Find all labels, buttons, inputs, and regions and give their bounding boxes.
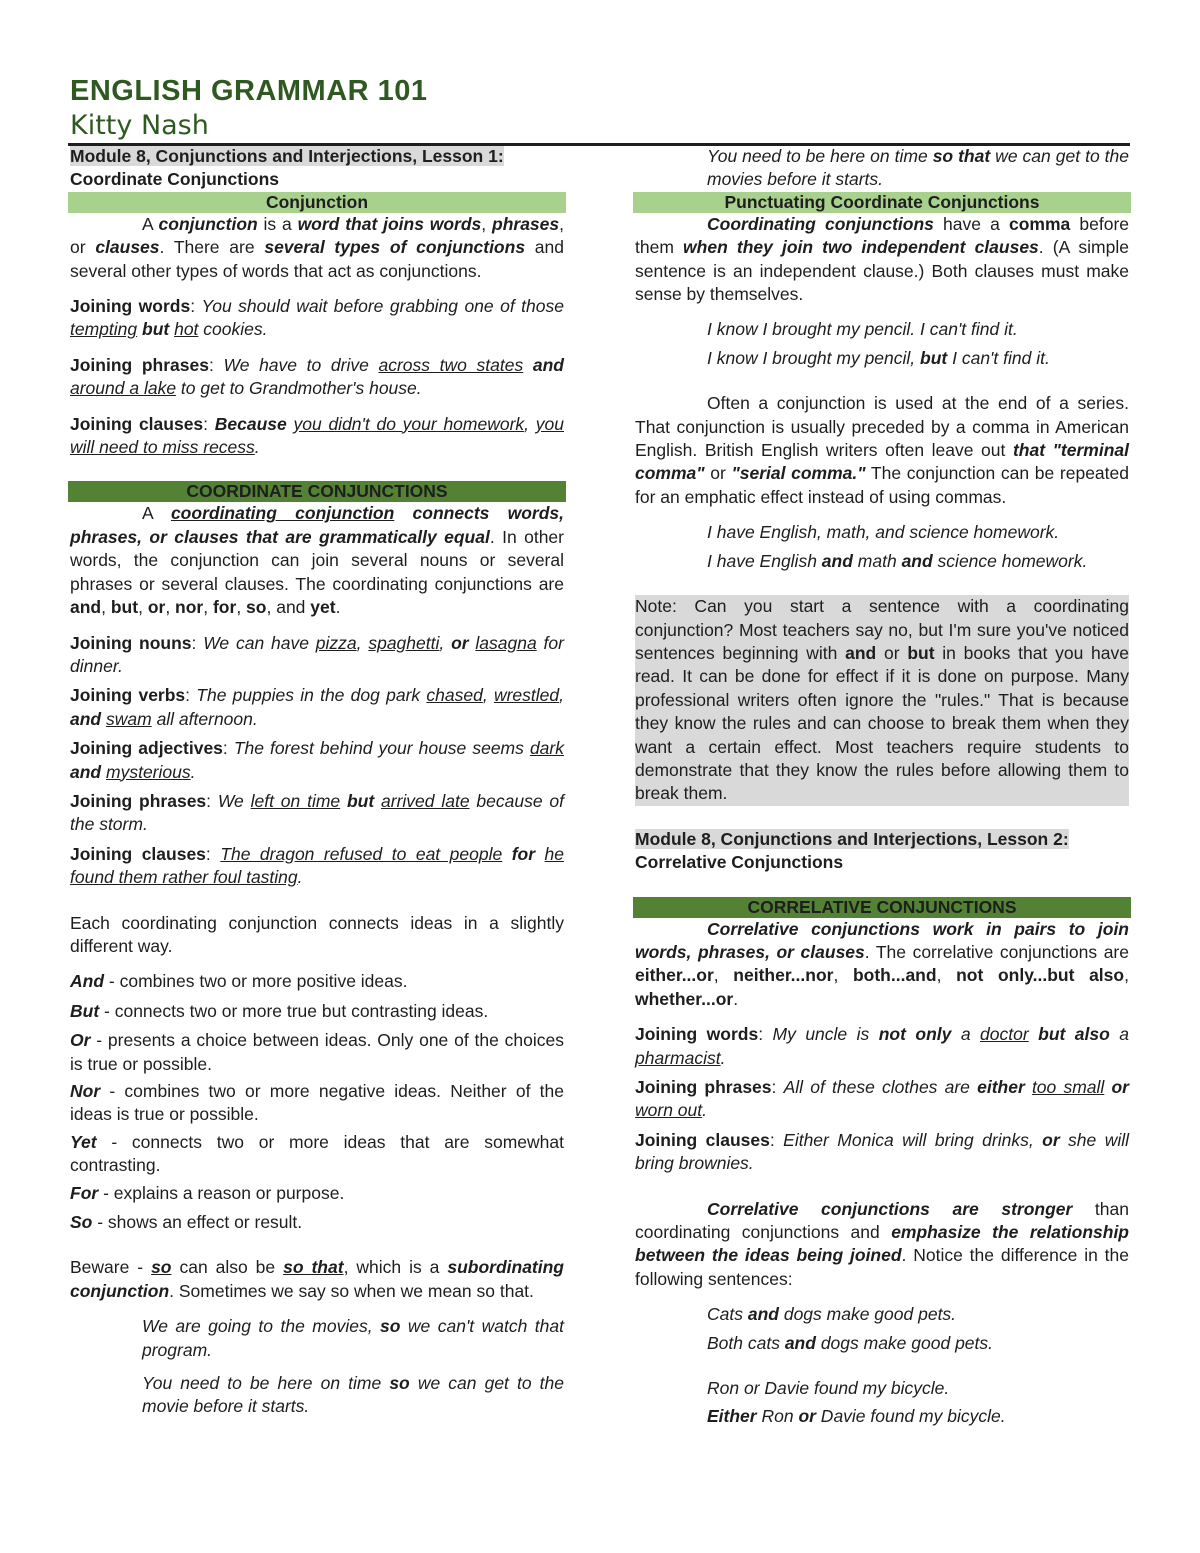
example-homework-1: I have English, math, and science homework.	[707, 522, 1060, 543]
example-joining-words: Joining words: You should wait before grabbing one of those tempting but hot cookies.	[70, 296, 564, 340]
example-joining-adjectives: Joining adjectives: The forest behind your house seems dark and mysterious.	[70, 738, 564, 782]
example-so-2: You need to be here on time so we can get to the movie before it starts.	[142, 1373, 565, 1417]
lesson2-heading	[635, 828, 1129, 851]
example-cats-2: Both cats and dogs make good pets.	[707, 1332, 994, 1353]
example-joining-verbs: Joining verbs: The puppies in the dog park chased, wrestled, and swam all afternoon.	[70, 685, 564, 729]
example-ron-2: Either Ron or Davie found my bicycle.	[707, 1406, 1006, 1427]
example-joining-nouns: Joining nouns: We can have pizza, spaghetti, or lasagna for dinner.	[70, 632, 564, 676]
coordinate-definition: A coordinating conjunction connects words, phrases, or clauses that are grammatically equal. In other words, the conjunction can join several nouns or several phrases or several clauses. The coordinating conjunctions are and, but, or, nor, for, so, and yet.	[70, 503, 565, 618]
definition-nor: Nor - combines two or more negative ideas. Neither of the ideas is true or possible.	[70, 1081, 564, 1125]
left-column	[70, 145, 564, 1419]
example-ron-1: Ron or Davie found my bicycle.	[707, 1378, 950, 1399]
serial-comma-paragraph: Often a conjunction is used at the end of a series. That conjunction is usually preceded by a comma in American English. British English writers often leave out that "terminal comma" or "serial comma." The conjunction can be repeated for an emphatic effect instead of using commas.	[635, 393, 1129, 507]
section-bar-conjunction: Conjunction	[68, 192, 566, 213]
example-joining-clauses-2: Joining clauses: The dragon refused to eat people for he found them rather foul tasting.	[70, 843, 564, 888]
document-title: ENGLISH GRAMMAR 101	[70, 75, 428, 107]
example-pencil-2: I know I brought my pencil, but I can't find it.	[707, 347, 1050, 368]
example-homework-2: I have English and math and science homework.	[707, 550, 1088, 571]
example-pencil-1: I know I brought my pencil. I can't find it.	[707, 319, 1018, 340]
correlative-joining-words: Joining words: My uncle is not only a doctor but also a pharmacist.	[635, 1024, 1129, 1068]
conjunction-definition: A conjunction is a word that joins words, phrases, or clauses. There are several types of conjunctions and several other types of words that act as conjunctions.	[70, 213, 564, 281]
section-bar-punctuating: Punctuating Coordinate Conjunctions	[633, 192, 1131, 213]
example-so-1: We are going to the movies, so we can't watch that program.	[142, 1316, 564, 1360]
example-joining-phrases-2: Joining phrases: We left on time but arrived late because of the storm.	[70, 790, 564, 835]
definition-but: But - connects two or more true but contrasting ideas.	[70, 1000, 489, 1021]
correlative-definition: Correlative conjunctions work in pairs to join words, phrases, or clauses. The correlative conjunctions are either...or, neither...nor, both...and, not only...but also, whether...or.	[635, 918, 1129, 1009]
section-bar-correlative: CORRELATIVE CONJUNCTIONS	[633, 897, 1131, 918]
definition-for: For - explains a reason or purpose.	[70, 1182, 345, 1203]
stronger-paragraph: Correlative conjunctions are stronger than coordinating conjunctions and emphasize the relationship between the ideas being joined. Notice the difference in the following sentences:	[635, 1198, 1129, 1289]
correlative-joining-clauses: Joining clauses: Either Monica will bring drinks, or she will bring brownies.	[635, 1129, 1129, 1174]
lesson2-line1: Module 8, Conjunctions and Interjections, Lesson 2:	[635, 828, 1069, 849]
definition-and: And - combines two or more positive ideas.	[70, 971, 408, 992]
example-joining-clauses: Joining clauses: Because you didn't do your homework, you will need to miss recess.	[70, 413, 564, 458]
definition-yet: Yet - connects two or more ideas that are somewhat contrasting.	[70, 1131, 564, 1176]
correlative-joining-phrases: Joining phrases: All of these clothes are either too small or worn out.	[635, 1077, 1129, 1121]
lesson1-heading	[70, 145, 564, 168]
note-paragraph: Note: Can you start a sentence with a coordinating conjunction? Most teachers say no, but I'm sure you've noticed sentences beginning with and or but in books that you have read. It can be done for effect if it is done on purpose. Many professional writers often ignore the "rules." That is because they know the rules and can choose to break them when they want a certain effect. Most teachers require students to demonstrate that they know the rules before allowing them to break them.	[635, 595, 1129, 806]
definition-or: Or - presents a choice between ideas. Only one of the choices is true or possible.	[70, 1030, 564, 1074]
punctuating-definition: Coordinating conjunctions have a comma before them when they join two independent clauses. (A simple sentence is an independent clause.) Both clauses must make sense by themselves.	[635, 213, 1129, 305]
each-conjunction-intro: Each coordinating conjunction connects ideas in a slightly different way.	[70, 912, 564, 956]
lesson1-subheading: Coordinate Conjunctions	[70, 169, 280, 190]
definition-so: So - shows an effect or result.	[70, 1212, 303, 1233]
section-bar-coordinate: COORDINATE CONJUNCTIONS	[68, 481, 566, 502]
example-so-that: You need to be here on time so that we can get to the movies before it starts.	[707, 146, 1129, 190]
example-cats-1: Cats and dogs make good pets.	[707, 1304, 957, 1325]
lesson2-subheading: Correlative Conjunctions	[635, 852, 844, 873]
example-joining-phrases: Joining phrases: We have to drive across two states and around a lake to get to Grandmother's house.	[70, 354, 564, 399]
beware-note: Beware - so can also be so that, which is a subordinating conjunction. Sometimes we say so when we mean so that.	[70, 1257, 564, 1301]
lesson1-line1: Module 8, Conjunctions and Interjections, Lesson 1:	[70, 146, 504, 166]
right-column	[635, 145, 1129, 1429]
author-name: Kitty Nash	[70, 110, 209, 141]
